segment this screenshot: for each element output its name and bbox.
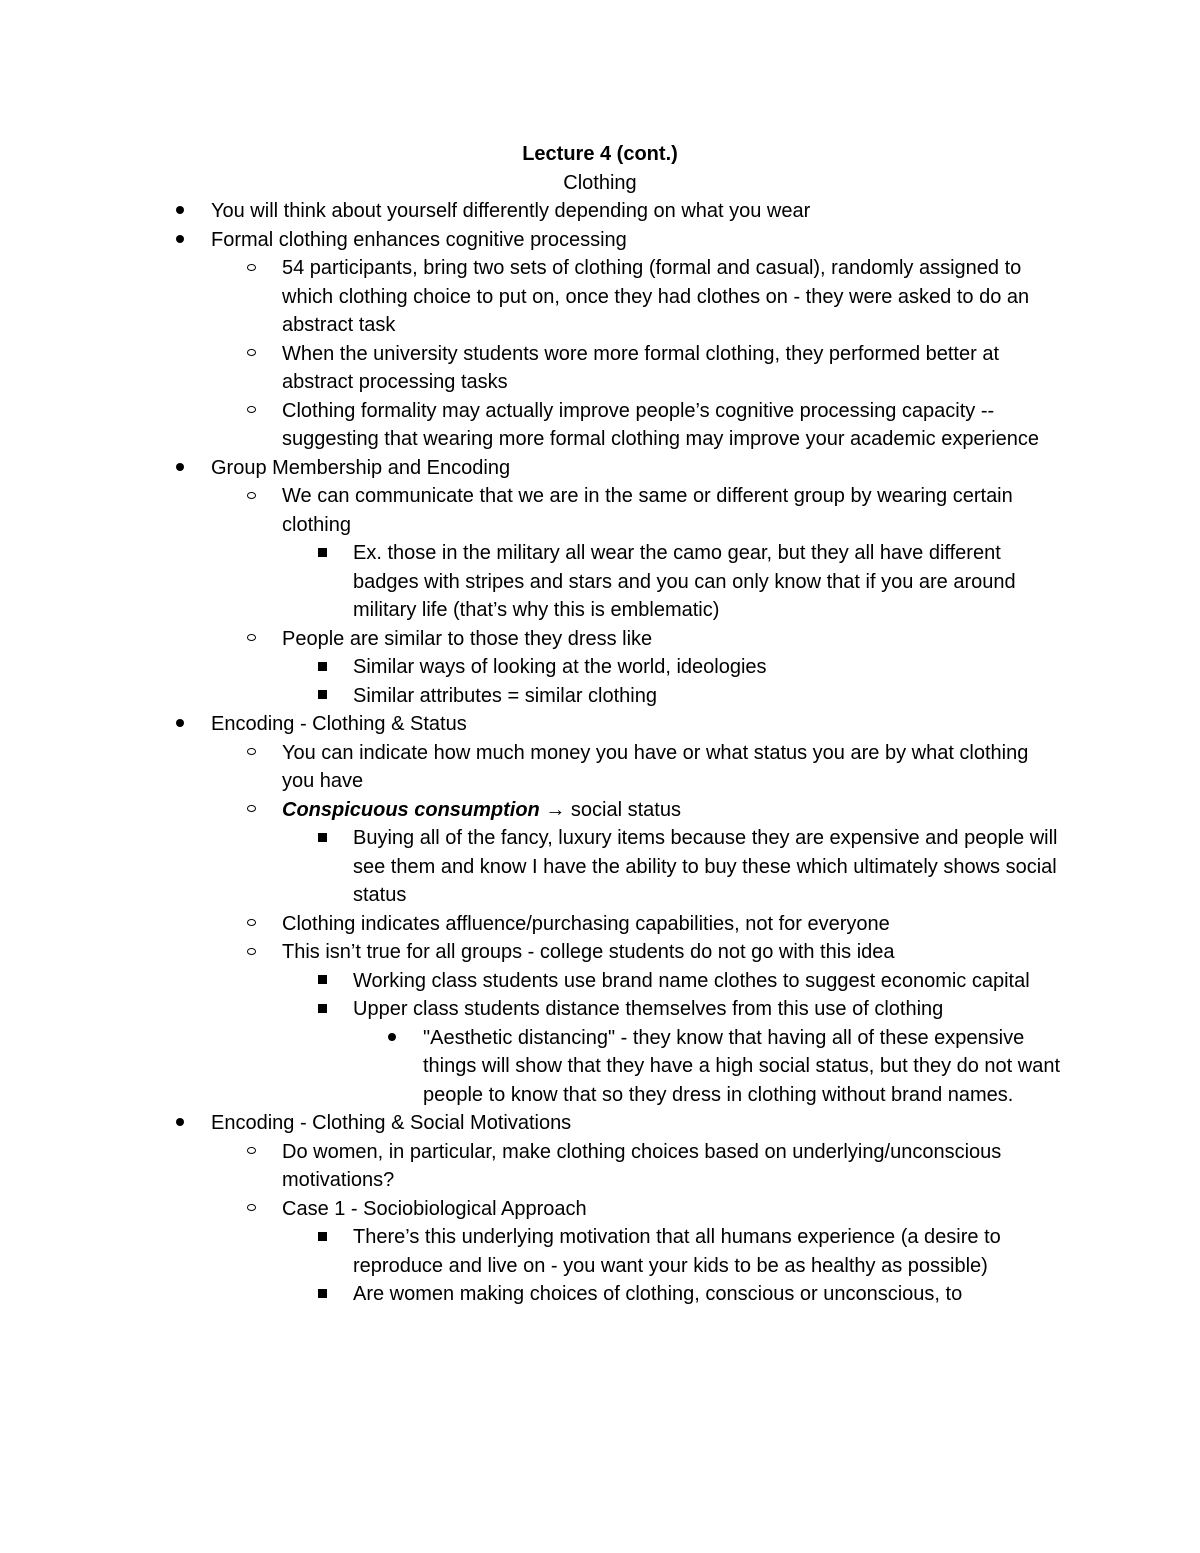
list-item-text: Clothing formality may actually improve people’s cognitive processing capacity -- suggesting that wearing more formal clothing may improve your academic experience [282, 399, 1040, 450]
list-item-text: Case 1 - Sociobiological Approach [282, 1197, 587, 1220]
list-item-text: Similar ways of looking at the world, ideologies [353, 656, 767, 678]
circle-bullet-icon [247, 482, 256, 511]
list-item-text: Buying all of the fancy, luxury items because they are expensive and people will see them and know I have the ability to buy these which ultimately shows social status [353, 827, 1058, 906]
circle-bullet-icon [247, 625, 256, 654]
list-item [0, 1195, 1062, 1224]
list-item [0, 226, 1061, 255]
circle-bullet-icon [247, 254, 256, 283]
bullet-icon [176, 1109, 184, 1138]
list-item [0, 796, 1062, 825]
document-content [0, 140, 1200, 1309]
list-item [0, 710, 1061, 739]
list-item-text: When the university students wore more formal clothing, they performed better at abstract processing tasks [282, 342, 1000, 393]
list-item-text: Are women making choices of clothing, conscious or unconscious, to [353, 1283, 963, 1305]
list-item [0, 1280, 1063, 1309]
circle-bullet-icon [247, 1195, 256, 1224]
list-item-text: You will think about yourself differently depending on what you wear [211, 200, 811, 222]
bullet-icon [176, 197, 184, 226]
circle-bullet-icon [247, 938, 256, 967]
list-item [0, 824, 1063, 910]
list-item [0, 539, 1063, 625]
bullet-icon [176, 710, 184, 739]
square-bullet-icon [318, 539, 327, 568]
list-item-text: "Aesthetic distancing" - they know that having all of these expensive things will show that they have a high social status, but they do not want people to know that so they dress in clothing without brand names. [423, 1026, 1061, 1106]
circle-bullet-icon [247, 1138, 256, 1167]
page-subtitle: Clothing [563, 171, 637, 194]
square-bullet-icon [318, 653, 327, 682]
list-item [0, 197, 1061, 226]
list-item-text: Do women, in particular, make clothing choices based on underlying/unconscious motivations? [282, 1140, 1002, 1191]
list-item [0, 1109, 1061, 1138]
square-bullet-icon [318, 824, 327, 853]
list-item-text: → social status [539, 798, 681, 821]
list-item [0, 1024, 1063, 1110]
emphasis-text: Conspicuous consumption [282, 798, 540, 821]
list-item-text: Group Membership and Encoding [211, 456, 511, 479]
bullet-icon [388, 1024, 396, 1053]
list-item [0, 1138, 1062, 1195]
list-item-text: You can indicate how much money you have or what status you are by what clothing you have [282, 741, 1029, 792]
list-item [0, 397, 1062, 454]
list-item [0, 254, 1062, 340]
square-bullet-icon [318, 967, 327, 996]
list-item-text: Encoding - Clothing & Status [211, 713, 467, 735]
list-item-text: Ex. those in the military all wear the camo gear, but they all have different badges with stripes and stars and you can only know that if you are around military life (that’s why this is emblematic) [353, 542, 1016, 621]
list-item-text: Encoding - Clothing & Social Motivations [211, 1112, 572, 1134]
list-item-text: This isn’t true for all groups - college students do not go with this idea [282, 941, 895, 963]
circle-bullet-icon [247, 910, 256, 939]
list-item [0, 653, 1063, 682]
circle-bullet-icon [247, 739, 256, 768]
list-item-text: Clothing indicates affluence/purchasing capabilities, not for everyone [282, 912, 890, 935]
list-item [0, 340, 1062, 397]
circle-bullet-icon [247, 796, 256, 825]
list-item-text: Similar attributes = similar clothing [353, 684, 657, 707]
list-item-text: Working class students use brand name clothes to suggest economic capital [353, 969, 1030, 992]
bullet-icon [176, 454, 184, 483]
square-bullet-icon [318, 1223, 327, 1252]
circle-bullet-icon [247, 397, 256, 426]
list-item [0, 739, 1062, 796]
list-item-text: There’s this underlying motivation that all humans experience (a desire to reproduce and live on - you want your kids to be as healthy as possible) [353, 1226, 1001, 1277]
list-item [0, 995, 1063, 1024]
bullet-icon [176, 226, 184, 255]
list-item [0, 910, 1062, 939]
square-bullet-icon [318, 995, 327, 1024]
list-item [0, 482, 1062, 539]
square-bullet-icon [318, 1280, 327, 1309]
circle-bullet-icon [247, 340, 256, 369]
list-item-text: Upper class students distance themselves from this use of clothing [353, 998, 944, 1020]
page-title: Lecture 4 (cont.) [522, 143, 678, 165]
list-item [0, 1223, 1063, 1280]
list-item [0, 454, 1061, 483]
list-item-text: People are similar to those they dress like [282, 627, 653, 650]
list-item [0, 938, 1062, 967]
list-item-text: Formal clothing enhances cognitive processing [211, 228, 627, 251]
list-item-text: 54 participants, bring two sets of clothing (formal and casual), randomly assigned to which clothing choice to put on, once they had clothes on - they were asked to do an abstract task [282, 257, 1030, 336]
square-bullet-icon [318, 682, 327, 711]
list-item [0, 967, 1063, 996]
list-item-text: We can communicate that we are in the same or different group by wearing certain clothing [282, 485, 1013, 536]
list-item [0, 682, 1063, 711]
list-item [0, 625, 1062, 654]
